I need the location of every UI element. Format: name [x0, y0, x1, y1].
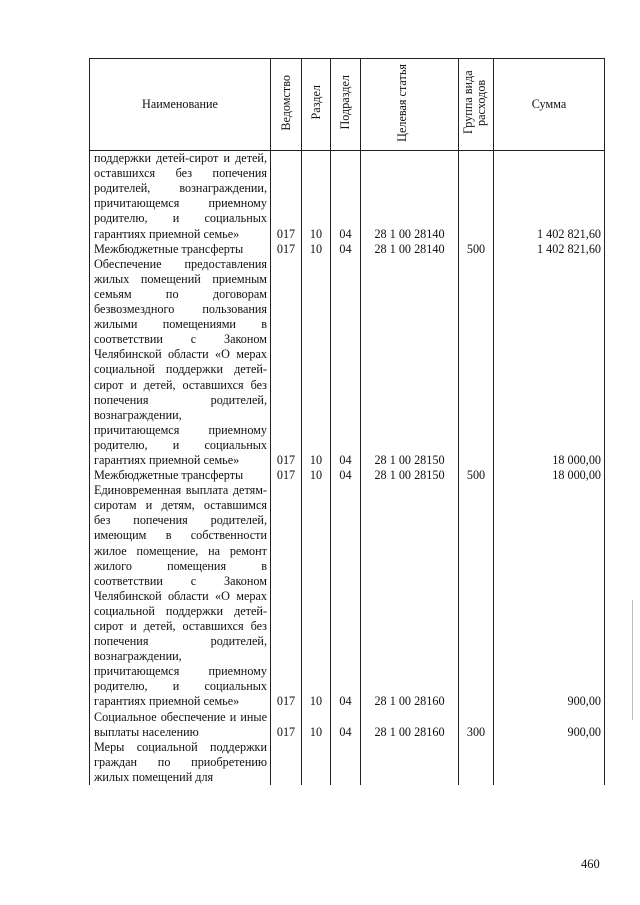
cell-vedomstvo: 017: [271, 151, 302, 242]
cell-gruppa: 500: [459, 468, 494, 483]
cell-celevaya: [361, 740, 459, 785]
cell-name: Единовременная выплата детям-сиротам и детям, оставшимся без попечения родителей, имеющим в собственности жилое помещение, на ремонт жилого помещения в соответствии с Законом Челябинской области «О мерах социальной поддержки детей-сирот и детей, оставшихся без попечения родителей, вознаграждении, причитающемся приемному родителю, и социальных гарантиях приемной семье»: [90, 483, 271, 709]
header-summa: Сумма: [494, 59, 605, 151]
cell-razdel: 10: [302, 257, 331, 468]
header-celevaya: Целевая статья: [361, 59, 459, 151]
cell-razdel: 10: [302, 151, 331, 242]
cell-vedomstvo: 017: [271, 257, 302, 468]
cell-summa: 900,00: [494, 710, 605, 740]
table-row: [90, 740, 605, 785]
cell-podrazdel: 04: [331, 468, 361, 483]
cell-razdel: 10: [302, 483, 331, 709]
cell-vedomstvo: 017: [271, 483, 302, 709]
cell-name: поддержки детей-сирот и детей, оставшихся без попечения родителей, вознаграждении, причитающемся приемному родителю, и социальных гарантиях приемной семье»: [90, 151, 271, 242]
cell-razdel: 10: [302, 468, 331, 483]
cell-podrazdel: 04: [331, 483, 361, 709]
table-row: [90, 257, 605, 468]
cell-summa: 1 402 821,60: [494, 242, 605, 257]
cell-vedomstvo: 017: [271, 242, 302, 257]
cell-celevaya: 28 1 00 28140: [361, 242, 459, 257]
scan-edge-mark: [632, 600, 633, 720]
cell-name: Межбюджетные трансферты: [90, 468, 271, 483]
cell-celevaya: 28 1 00 28150: [361, 468, 459, 483]
cell-vedomstvo: 017: [271, 468, 302, 483]
cell-gruppa: [459, 740, 494, 785]
cell-summa: 1 402 821,60: [494, 151, 605, 242]
header-razdel: Раздел: [302, 59, 331, 151]
cell-summa: 18 000,00: [494, 257, 605, 468]
cell-podrazdel: 04: [331, 151, 361, 242]
cell-name: Социальное обеспечение и иные выплаты населению: [90, 710, 271, 740]
cell-celevaya: 28 1 00 28160: [361, 483, 459, 709]
cell-summa: [494, 740, 605, 785]
cell-podrazdel: 04: [331, 242, 361, 257]
budget-table: [89, 58, 605, 785]
table-row: [90, 710, 605, 740]
cell-vedomstvo: 017: [271, 710, 302, 740]
cell-gruppa: [459, 151, 494, 242]
cell-name: Межбюджетные трансферты: [90, 242, 271, 257]
table-row: [90, 151, 605, 242]
table-row: [90, 468, 605, 483]
cell-podrazdel: [331, 740, 361, 785]
cell-celevaya: 28 1 00 28150: [361, 257, 459, 468]
header-gruppa: Группа вида расходов: [459, 59, 494, 151]
cell-summa: 18 000,00: [494, 468, 605, 483]
header-name: Наименование: [90, 59, 271, 151]
cell-name: Обеспечение предоставления жилых помещений приемным семьям по договорам безвозмездного пользования жилыми помещениями в соответствии с Законом Челябинской области «О мерах социальной поддержки детей-сирот и детей, оставшихся без попечения родителей, вознаграждении, причитающемся приемному родителю, и социальных гарантиях приемной семье»: [90, 257, 271, 468]
cell-gruppa: [459, 483, 494, 709]
cell-name: Меры социальной поддержки граждан по приобретению жилых помещений для: [90, 740, 271, 785]
cell-razdel: [302, 740, 331, 785]
cell-vedomstvo: [271, 740, 302, 785]
cell-gruppa: 300: [459, 710, 494, 740]
header-podrazdel: Подраздел: [331, 59, 361, 151]
cell-podrazdel: 04: [331, 710, 361, 740]
cell-razdel: 10: [302, 710, 331, 740]
cell-gruppa: 500: [459, 242, 494, 257]
table-header-row: [90, 59, 605, 151]
table-row: [90, 242, 605, 257]
cell-celevaya: 28 1 00 28140: [361, 151, 459, 242]
cell-summa: 900,00: [494, 483, 605, 709]
table-row: [90, 483, 605, 709]
cell-gruppa: [459, 257, 494, 468]
cell-razdel: 10: [302, 242, 331, 257]
cell-celevaya: 28 1 00 28160: [361, 710, 459, 740]
header-vedomstvo: Ведомство: [271, 59, 302, 151]
cell-podrazdel: 04: [331, 257, 361, 468]
page-number: 460: [581, 857, 600, 871]
